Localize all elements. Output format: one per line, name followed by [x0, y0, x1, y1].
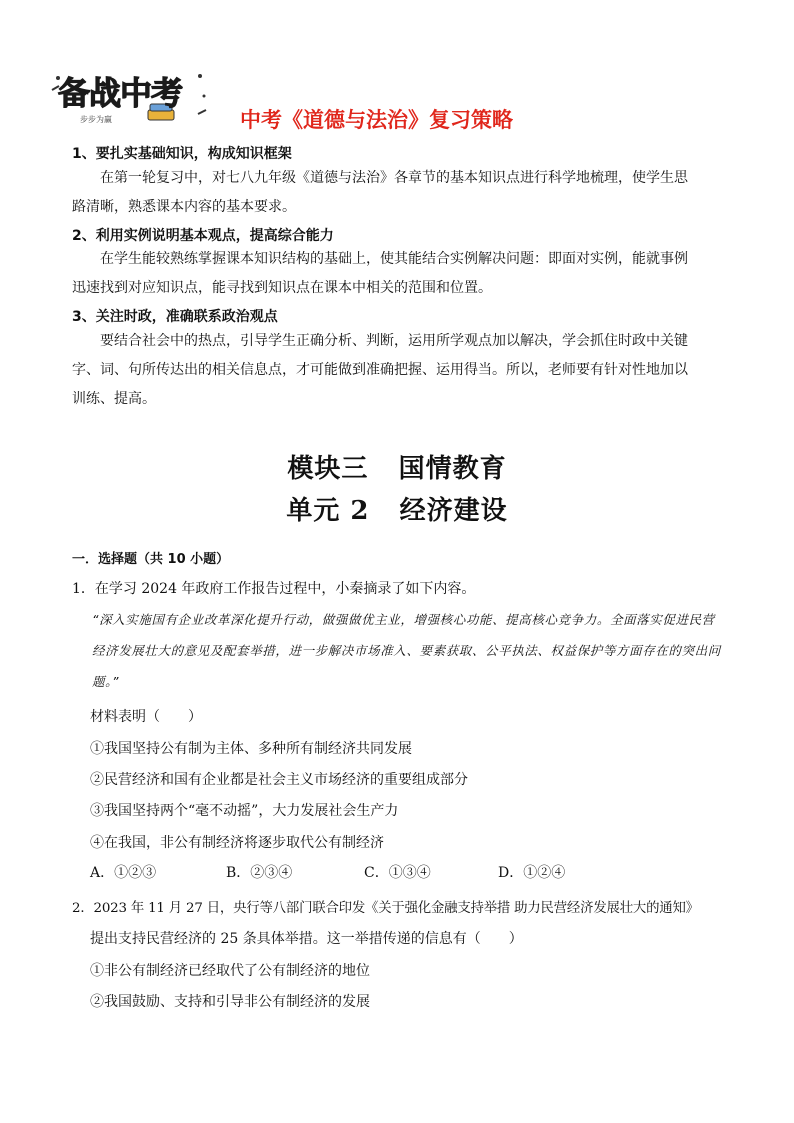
choice-c[interactable]: C．①③④	[364, 865, 431, 881]
logo	[50, 66, 210, 130]
strategy-paragraph-2	[72, 245, 722, 303]
logo-subtext: 步步为赢	[80, 115, 112, 124]
strategy-heading-1: 1、要扎实基础知识，构成知识框架	[72, 146, 292, 162]
strategy-2-line-1: 在学生能较熟练掌握课本知识结构的基础上，使其能结合实例解决问题：即面对实例，能就事例	[100, 251, 688, 267]
question-1-stem: 1．在学习 2024 年政府工作报告过程中，小秦摘录了如下内容。	[72, 581, 476, 597]
question-2-option-1: ①非公有制经济已经取代了公有制经济的地位	[90, 963, 370, 979]
strategy-2-line-2: 迅速找到对应知识点，能寻找到知识点在课本中相关的范围和位置。	[72, 280, 492, 296]
question-2-option-2: ②我国鼓励、支持和引导非公有制经济的发展	[90, 994, 370, 1010]
question-1-prompt: 材料表明（ ）	[90, 709, 202, 725]
question-1-quote: “深入实施国有企业改革深化提升行动，做强做优主业，增强核心功能、提高核心竞争力。全面落实促进民营经济发展壮大的意见及配套举措，进一步解决市场准入、要素获取、公平执法、权益保护等方面存在的突出问题。”	[92, 612, 721, 689]
module-title: 模块三 国情教育	[287, 454, 507, 484]
question-1-option-3: ③我国坚持两个“毫不动摇”，大力发展社会生产力	[90, 803, 399, 819]
strategy-paragraph-3	[72, 327, 722, 414]
page-title: 中考《道德与法治》复习策略	[240, 108, 513, 132]
strategy-heading-2: 2、利用实例说明基本观点，提高综合能力	[72, 228, 334, 244]
choice-d[interactable]: D．①②④	[498, 865, 566, 881]
question-2-stem-line-1: 2．2023 年 11 月 27 日，央行等八部门联合印发《关于强化金融支持举措 助力民营经济发展壮大的通知》	[72, 901, 699, 916]
question-1-option-1: ①我国坚持公有制为主体、多种所有制经济共同发展	[90, 741, 412, 757]
question-1-option-2: ②民营经济和国有企业都是社会主义市场经济的重要组成部分	[90, 772, 468, 788]
question-2-stem-line-2: 提出支持民营经济的 25 条具体举措。这一举措传递的信息有（ ）	[90, 931, 523, 947]
choice-b[interactable]: B．②③④	[226, 865, 293, 881]
strategy-1-line-2: 路清晰，熟悉课本内容的基本要求。	[72, 199, 296, 215]
strategy-3-line-1: 要结合社会中的热点，引导学生正确分析、判断，运用所学观点加以解决，学会抓住时政中关键	[100, 333, 688, 349]
strategy-3-line-2: 字、词、句所传达出的相关信息点，才可能做到准确把握、运用得当。所以，老师要有针对性地加以	[72, 362, 688, 378]
logo-text: 备战中考	[58, 74, 183, 112]
section-title: 一．选择题（共 10 小题）	[72, 552, 230, 567]
strategy-3-line-3: 训练、提高。	[72, 391, 156, 407]
strategy-paragraph-1	[72, 164, 722, 222]
question-1-choices	[90, 862, 690, 884]
question-1-option-4: ④在我国，非公有制经济将逐步取代公有制经济	[90, 835, 384, 851]
strategy-heading-3: 3、关注时政，准确联系政治观点	[72, 309, 278, 325]
unit-title: 单元 2 经济建设	[286, 496, 508, 526]
strategy-1-line-1: 在第一轮复习中，对七八九年级《道德与法治》各章节的基本知识点进行科学地梳理，使学生思	[100, 170, 688, 186]
choice-a[interactable]: A．①②③	[90, 865, 157, 881]
